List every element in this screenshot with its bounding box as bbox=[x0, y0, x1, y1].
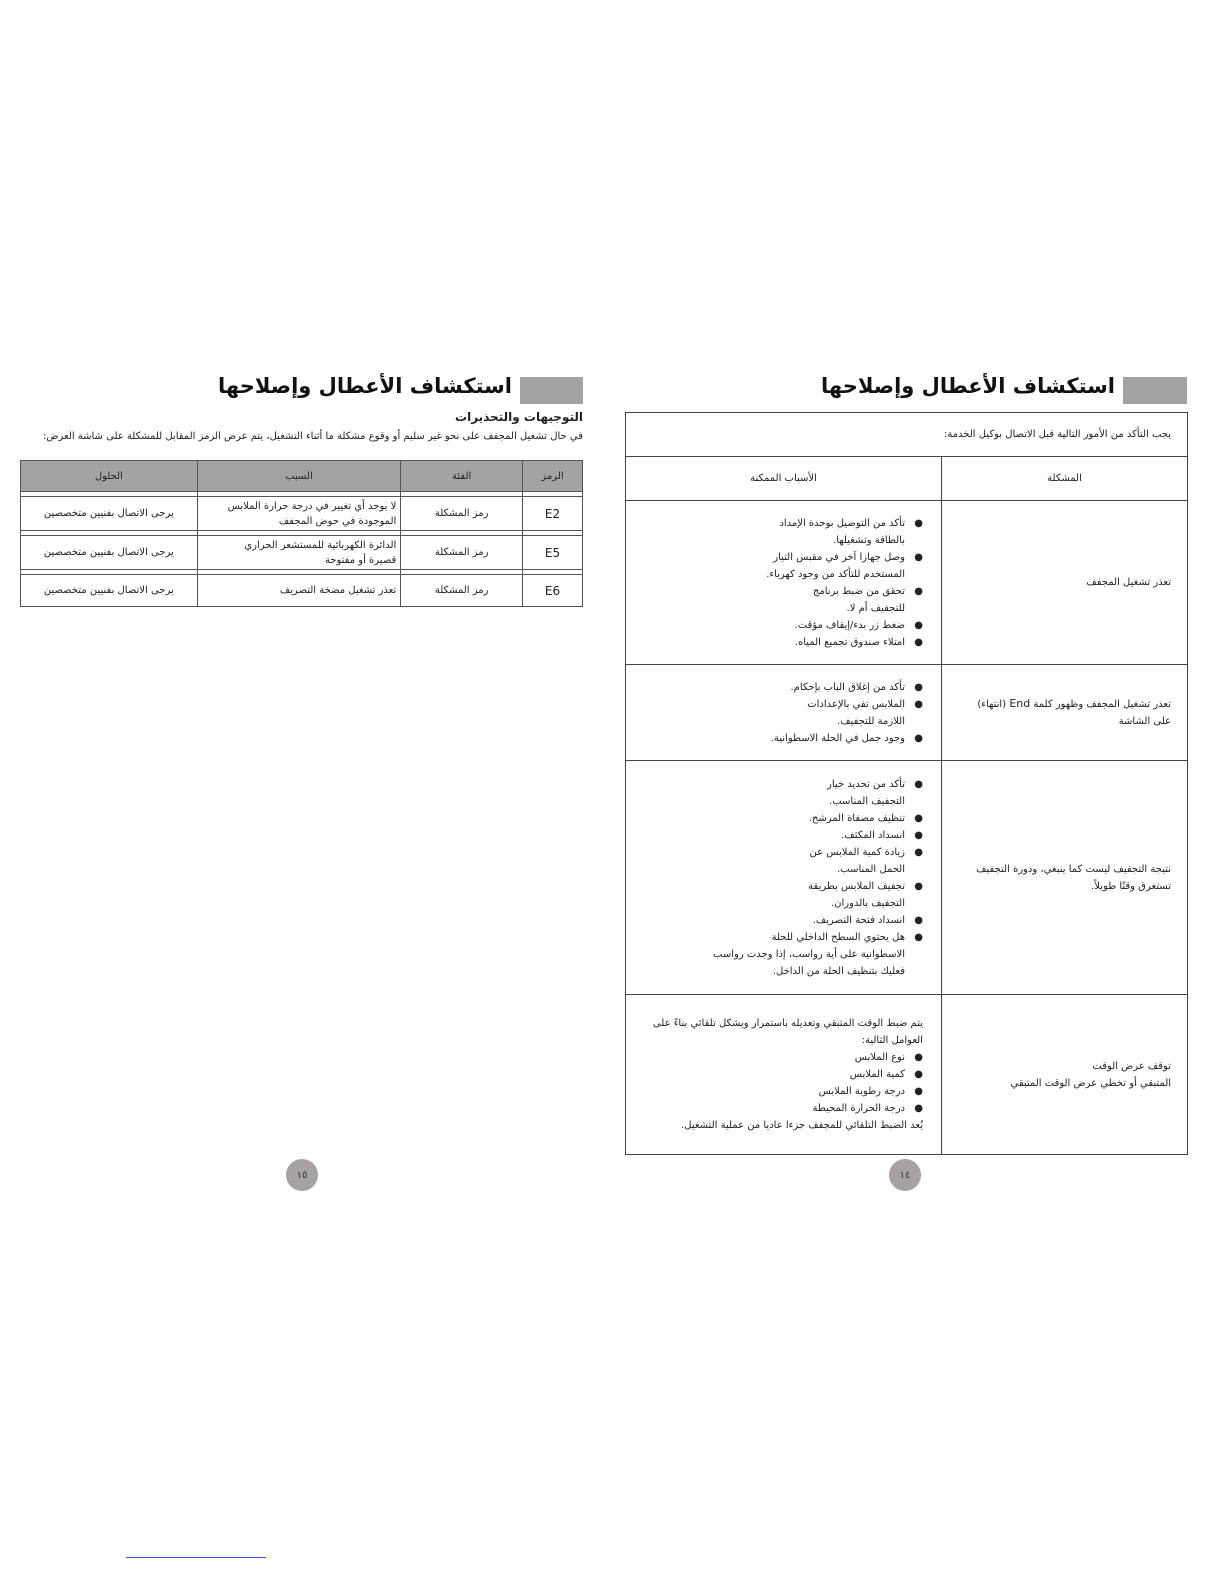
right-page-number: ١٤ bbox=[889, 1159, 921, 1191]
list-item: ● تأكد من التوصيل بوحدة الإمداد بالطاقة وتشغيلها. bbox=[626, 515, 923, 549]
header-cause: السبب bbox=[197, 461, 401, 492]
header-category: الفئة bbox=[401, 461, 523, 492]
footer-link-underline bbox=[126, 1557, 266, 1558]
list-item: ● الملابس تفي بالإعدادات اللازمة للتجفيف. bbox=[626, 696, 923, 730]
header-problem: المشكلة bbox=[942, 457, 1188, 501]
problem-cell: نتيجة التجفيف ليست كما ينبغي، ودورة التجفيف تستغرق وقتًا طويلاً. bbox=[942, 761, 1188, 995]
solution-cell: يرجى الاتصال بفنيين متخصصين bbox=[21, 536, 198, 570]
table-row bbox=[21, 497, 583, 531]
header-possible-causes: الأسباب الممكنة bbox=[626, 457, 942, 501]
code-cell: E6 bbox=[523, 575, 583, 607]
table-row bbox=[626, 501, 1188, 665]
list-item: ● درجة رطوبة الملابس bbox=[626, 1083, 923, 1100]
causes-cell bbox=[626, 761, 942, 995]
left-intro-text: في حال تشغيل المجفف على نحو غير سليم أو وقوع مشكلة ما أثناء التشغيل، يتم عرض الرمز المقابل للمشكلة على شاشة العرض: bbox=[42, 431, 583, 442]
left-title-bar bbox=[520, 377, 583, 404]
list-item: ● تنظيف مصفاة المرشح. bbox=[626, 810, 923, 827]
causes-cell bbox=[626, 501, 942, 665]
solution-cell: يرجى الاتصال بفنيين متخصصين bbox=[21, 497, 198, 531]
table-row bbox=[626, 761, 1188, 995]
solution-cell: يرجى الاتصال بفنيين متخصصين bbox=[21, 575, 198, 607]
list-item: ● زيادة كمية الملابس عن الحمل المناسب. bbox=[626, 844, 923, 878]
error-code-table-header bbox=[21, 461, 583, 492]
list-item: ● تأكد من إغلاق الباب بإحكام. bbox=[626, 679, 923, 696]
troubleshooting-table bbox=[625, 412, 1188, 1155]
list-item: ● كمية الملابس bbox=[626, 1066, 923, 1083]
table-row bbox=[626, 665, 1188, 761]
list-item: ● انسداد فتحة التصريف. bbox=[626, 912, 923, 929]
list-item: ● درجة الحرارة المحيطة bbox=[626, 1100, 923, 1117]
right-page-title: استكشاف الأعطال وإصلاحها bbox=[820, 374, 1115, 398]
left-subheading: التوجيهات والتحذيرات bbox=[455, 410, 583, 424]
header-solutions: الحلول bbox=[21, 461, 198, 492]
list-item: ● تحقق من ضبط برنامج للتجفيف أم لا. bbox=[626, 583, 923, 617]
problem-cell: تعذر تشغيل المجفف bbox=[942, 501, 1188, 665]
problem-cell: توقف عرض الوقت المتبقي أو تخطي عرض الوقت المتبقي bbox=[942, 995, 1188, 1155]
category-cell: رمز المشكلة bbox=[401, 497, 523, 531]
troubleshooting-header bbox=[626, 457, 1188, 501]
code-cell: E2 bbox=[523, 497, 583, 531]
cause-cell: الدائرة الكهربائية للمستشعر الحراري قصيرة أو مفتوحة bbox=[197, 536, 401, 570]
code-cell: E5 bbox=[523, 536, 583, 570]
list-item: ● انسداد المكثف. bbox=[626, 827, 923, 844]
category-cell: رمز المشكلة bbox=[401, 536, 523, 570]
left-page-number: ١٥ bbox=[286, 1159, 318, 1191]
left-page-title: استكشاف الأعطال وإصلاحها bbox=[217, 374, 512, 398]
error-code-table bbox=[20, 460, 583, 607]
list-item: ● وجود جمل في الحلة الاسطوانية. bbox=[626, 730, 923, 747]
cause-cell: لا يوجد أي تغيير في درجة حرارة الملابس الموجودة في حوض المجفف bbox=[197, 497, 401, 531]
table-row bbox=[21, 536, 583, 570]
right-title-bar bbox=[1123, 377, 1187, 404]
intro-row bbox=[626, 413, 1188, 457]
cause-cell: تعذر تشغيل مضخة التصريف bbox=[197, 575, 401, 607]
category-cell: رمز المشكلة bbox=[401, 575, 523, 607]
list-item: ● هل يحتوي السطح الداخلي للحلة الاسطوانية على أية رواسب، إذا وجدت رواسب فعليك بتنظيف الحلة من الداخل. bbox=[626, 929, 923, 980]
list-item: ● امتلاء صندوق تجميع المياه. bbox=[626, 634, 923, 651]
right-intro-text: يجب التأكد من الأمور التالية قبل الاتصال بوكيل الخدمة: bbox=[626, 413, 1188, 457]
list-item: ● تأكد من تحديد خيار التجفيف المناسب. bbox=[626, 776, 923, 810]
causes-cell bbox=[626, 665, 942, 761]
list-item: ● نوع الملابس bbox=[626, 1049, 923, 1066]
header-code: الرمز bbox=[523, 461, 583, 492]
causes-cell: يتم ضبط الوقت المتبقي وتعديله باستمرار وبشكل تلقائي بناءً على العوامل التالية: ● نوع الملابس ● كمية الملابس ● درجة رطوبة الملابس ● درجة الحرارة المحيطة يُعد الضبط التلقائي للمجفف جزءا عاديا من عملية التشغيل. bbox=[626, 995, 942, 1155]
list-item: ● تجفيف الملابس بطريقة التجفيف بالدوران. bbox=[626, 878, 923, 912]
table-row bbox=[626, 995, 1188, 1155]
list-item: ● وصل جهازا آخر في مقبس التيار المستخدم للتأكد من وجود كهرباء. bbox=[626, 549, 923, 583]
list-item: ● ضغط زر بدء/إيقاف مؤقت. bbox=[626, 617, 923, 634]
problem-cell: تعذر تشغيل المجفف وظهور كلمة End (انتهاء) على الشاشة bbox=[942, 665, 1188, 761]
table-row bbox=[21, 575, 583, 607]
